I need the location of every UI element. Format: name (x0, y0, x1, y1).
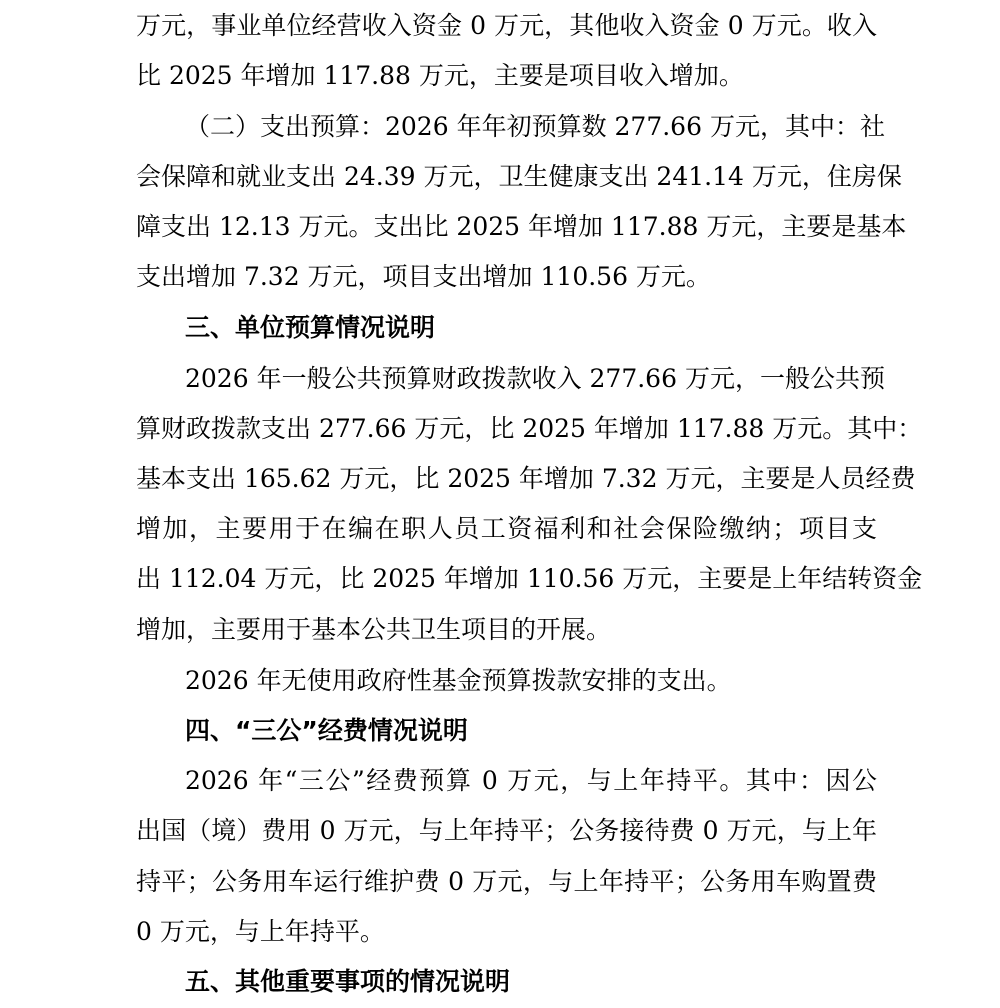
paragraph-line: 支出增加 7.32 万元，项目支出增加 110.56 万元。 (136, 262, 711, 291)
paragraph-line: 会保障和就业支出 24.39 万元，卫生健康支出 241.14 万元，住房保 (136, 162, 902, 191)
section-heading: 五、其他重要事项的情况说明 (185, 967, 511, 996)
paragraph-line: 0 万元，与上年持平。 (136, 917, 385, 946)
paragraph-line: 持平；公务用车运行维护费 0 万元，与上年持平；公务用车购置费 (136, 867, 877, 896)
paragraph-line: 2026 年无使用政府性基金预算拨款安排的支出。 (185, 666, 732, 695)
paragraph-line: （二）支出预算：2026 年年初预算数 277.66 万元，其中：社 (185, 112, 885, 141)
paragraph-line: 算财政拨款支出 277.66 万元，比 2025 年增加 117.88 万元。其中： (136, 414, 923, 443)
paragraph-line: 2026 年“三公”经费预算 0 万元，与上年持平。其中：因公 (185, 766, 877, 795)
paragraph-line: 出 112.04 万元，比 2025 年增加 110.56 万元，主要是上年结转资金 (136, 564, 923, 593)
paragraph-line: 出国（境）费用 0 万元，与上年持平；公务接待费 0 万元，与上年 (136, 816, 877, 845)
paragraph-line: 比 2025 年增加 117.88 万元，主要是项目收入增加。 (136, 61, 744, 90)
paragraph-line: 障支出 12.13 万元。支出比 2025 年增加 117.88 万元，主要是基本 (136, 212, 907, 241)
paragraph-line: 2026 年一般公共预算财政拨款收入 277.66 万元，一般公共预 (185, 364, 885, 393)
paragraph-line: 基本支出 165.62 万元，比 2025 年增加 7.32 万元，主要是人员经费 (136, 464, 916, 493)
section-heading: 四、“三公”经费情况说明 (185, 716, 468, 745)
paragraph-line: 增加，主要用于基本公共卫生项目的开展。 (136, 615, 612, 644)
paragraph-line: 万元，事业单位经营收入资金 0 万元，其他收入资金 0 万元。收入 (136, 11, 877, 40)
section-heading: 三、单位预算情况说明 (185, 313, 436, 342)
paragraph-line: 增加，主要用于在编在职人员工资福利和社会保险缴纳；项目支 (136, 514, 877, 543)
